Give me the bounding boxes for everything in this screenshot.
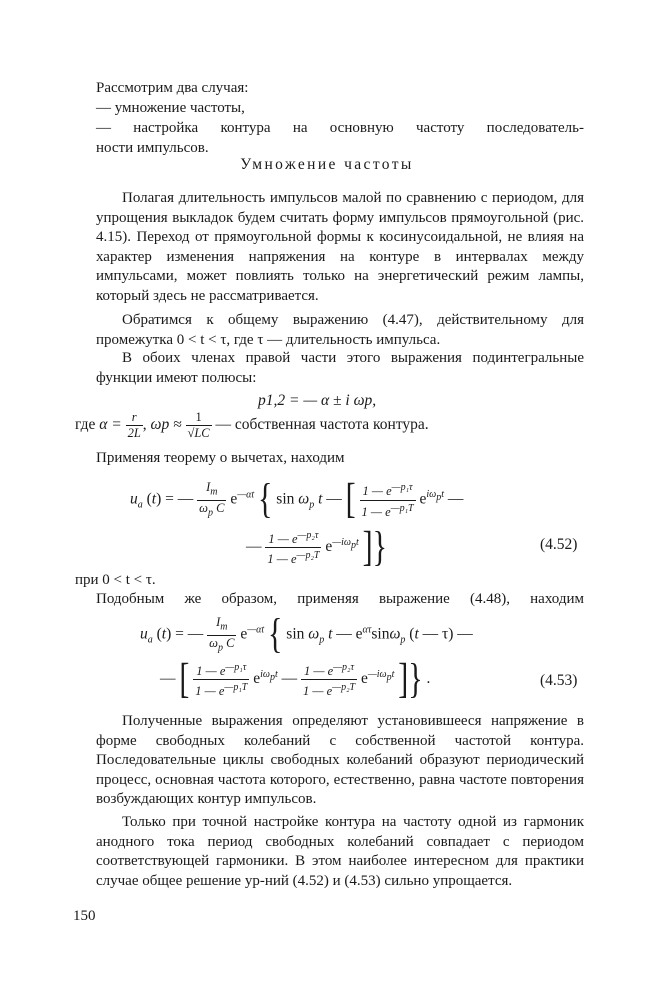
paragraph-1-block [96,189,584,306]
alpha-label: α = [99,416,122,434]
poles-formula: p1,2 = — α ± i ωp, [258,392,377,409]
paragraph-3-block [96,349,584,388]
paragraph-2: Обратимся к общему выражению (4.47), действительному для промежутка 0 < t < τ, где τ — длительность импульса. [96,312,584,348]
equation-453-line-2: — [ $\frac{1 — e^{—p_1\tau}}{1 — e^{—p_1T}}$ $e^{i\omega_pt}$ — $\frac{1 — e^{—p_2\tau}}{1 — e^{—p_2T}}$ $e^{—i\omega_pt}$ ]} . [160,655,431,703]
paragraph-1: Полагая длительность импульсов малой по сравнению с периодом, для упрощения выкладок будем считать форму импульсов прямоугольной (рис. 4.15). Переход от прямоугольной формы к косинусоидальной, не влияя на характер изменения напряжения на контуре в интервалах между импульсами, может повлиять только на энергетический режим лампы, который здесь не рассматривается. [96,190,584,304]
intro-line-2: — умножение частоты, [96,100,245,116]
equation-452-number: (4.52) [540,536,578,553]
paragraph-3: В обоих членах правой части этого выражения подинтегральные функции имеют полюсы: [96,350,584,386]
paragraph-6-block [96,712,584,810]
where-prefix: где [75,416,96,434]
paragraph-6: Полученные выражения определяют установившееся напряжение в форме свободных колебаний с собственной частотой контура. Последовательные циклы свободных колебаний образуют периодический процесс, основная частота которого, естественно, равна частоте повторения возбуждающих контур импульсов. [96,713,584,807]
equation-452-line-2: — $\frac{1 — e^{—p_2\tau}}{1 — e^{—p_2T}}$ $e^{—i\omega_pt}$ ]} [246,523,388,571]
equation-453-line-1: $u_a$ (t) = — $\frac{I_m}{\omega_p C}$ $e^{—\alpha t}$ { $\sin \omega_p$ t — $e^{\alpha\tau}\sin\omega_p$ (t — τ) — [140,611,473,658]
intro-line-3: — настройка контура на основную частоту последователь- [96,120,584,136]
equation-453-number: (4.53) [540,672,578,689]
omega-label: ωp ≈ [150,416,182,434]
condition-line: при 0 < t < τ. [75,572,156,588]
intro-line-1: Рассмотрим два случая: [96,80,249,96]
paragraph-2-block [96,311,584,350]
intro-line-4: ности импульсов. [96,140,209,156]
section-heading: Умножение частоты [240,156,414,173]
2l-denominator: 2L [127,426,141,440]
equation-452-line-1: $u_a$ (t) = — $\frac{I_m}{\omega_p C}$ $e^{—\alpha t}$ { $\sin \omega_p$ t — [ $\frac{1 — e^{—p_1\tau}}{1 — e^{—p_1T}}$ $e^{i\omega_pt}$ — [130,476,464,523]
paragraph-7-block [96,813,584,891]
paragraph-5: Подобным же образом, применяя выражение (4.48), находим [96,591,584,607]
one-over-sqrt-lc [186,410,212,441]
one-numerator: 1 [186,410,212,426]
paragraph-4: Применяя теорему о вычетах, находим [96,450,345,466]
r-over-2l [126,410,143,441]
paragraph-7: Только при точной настройке контура на частоту одной из гармоник анодного тока период свободных колебаний совпадает с периодом соответствующей гармоники. В этом наиболее интересном для практики случае общее решение ур-ний (4.52) и (4.53) сильно упрощается. [96,814,584,889]
where-line: где α = $\frac{r}{2L}$ , ωp ≈ $\frac{1}{√LC}$ — собственная частота контура. [75,410,429,440]
sqrt-lc-denominator: √LC [187,426,210,440]
page-number: 150 [73,908,96,924]
r-numerator: r [126,410,143,426]
where-suffix: — собственная частота контура. [215,416,429,434]
